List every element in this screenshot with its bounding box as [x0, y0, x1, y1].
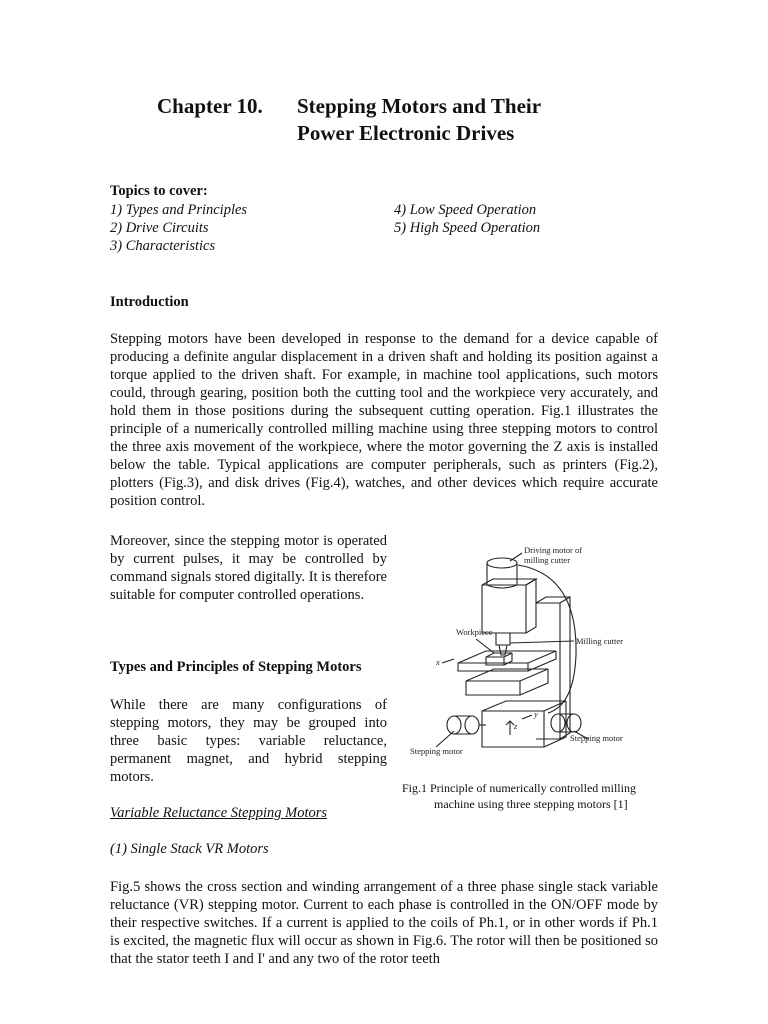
types-paragraph: While there are many configurations of stepping motors, they may be grouped into three basic types: variable reluctance, permanent magnet, and hybrid stepping motors.: [110, 697, 387, 785]
label-stepping-motor-right: Stepping motor: [570, 733, 623, 743]
topic-item: 4) Low Speed Operation: [394, 202, 537, 218]
axis-label-x: x: [436, 657, 440, 667]
label-milling-cutter: Milling cutter: [576, 636, 623, 646]
milling-machine-figure: [398, 535, 660, 775]
label-driving-motor-2: milling cutter: [524, 555, 571, 565]
single-stack-subheading: (1) Single Stack VR Motors: [110, 841, 269, 857]
label-stepping-motor-left: Stepping motor: [410, 746, 463, 756]
chapter-title-line-1: Stepping Motors and Their: [297, 94, 542, 118]
topic-item: 5) High Speed Operation: [394, 220, 541, 236]
caption-line-1: Fig.1 Principle of numerically controlled milling: [402, 781, 636, 795]
axis-label-z: z: [514, 721, 518, 731]
topic-item: 1) Types and Principles: [110, 202, 248, 218]
introduction-paragraph-2: Moreover, since the stepping motor is operated by current pulses, it may be controlled by command signals stored digitally. It is therefore suitable for computer controlled operations.: [110, 533, 387, 603]
label-workpiece: Workpiece: [456, 627, 493, 637]
label-driving-motor: Driving motor of: [524, 545, 583, 555]
introduction-paragraph: Stepping motors have been developed in response to the demand for a device capable of producing a definite angular displacement in a driven shaft and holding its position against a torque applied to the driven shaft. For example, in machine tool applications, such motors could, through gearing, position both the cutting tool and the workpiece very accurately, and hold them in those positions during the subsequent cutting operation. Fig.1 illustrates the principle of a numerically controlled milling machine using three stepping motors to control the three axis movement of the workpiece, where the motor governing the Z axis is installed below the table. Typical applications are computer peripherals, such as printers (Fig.2), plotters (Fig.3), and disk drives (Fig.4), watches, and other devices which require accurate position control.: [110, 331, 658, 509]
introduction-heading: Introduction: [110, 294, 189, 310]
topic-item: 3) Characteristics: [110, 238, 216, 254]
figure-caption: [402, 780, 662, 812]
vr-subheading: Variable Reluctance Stepping Motors: [110, 805, 328, 821]
topic-item: 2) Drive Circuits: [110, 220, 209, 236]
axis-label-y: y: [534, 709, 538, 719]
types-heading: Types and Principles of Stepping Motors: [110, 659, 362, 675]
caption-line-2: machine using three stepping motors [1]: [434, 797, 628, 811]
chapter-title-line-2: Power Electronic Drives: [297, 121, 515, 145]
vr-paragraph: Fig.5 shows the cross section and winding arrangement of a three phase single stack variable reluctance (VR) stepping motor. Current to each phase is controlled in the ON/OFF mode by their respective switches. If a current is applied to the coils of Ph.1, or in other words if Ph.1 is excited, the magnetic flux will occur as shown in Fig.6. The rotor will then be positioned so that the stator teeth I and I' and any two of the rotor teeth: [110, 879, 658, 967]
topics-heading: Topics to cover:: [110, 183, 208, 199]
chapter-number: Chapter 10.: [157, 94, 263, 118]
